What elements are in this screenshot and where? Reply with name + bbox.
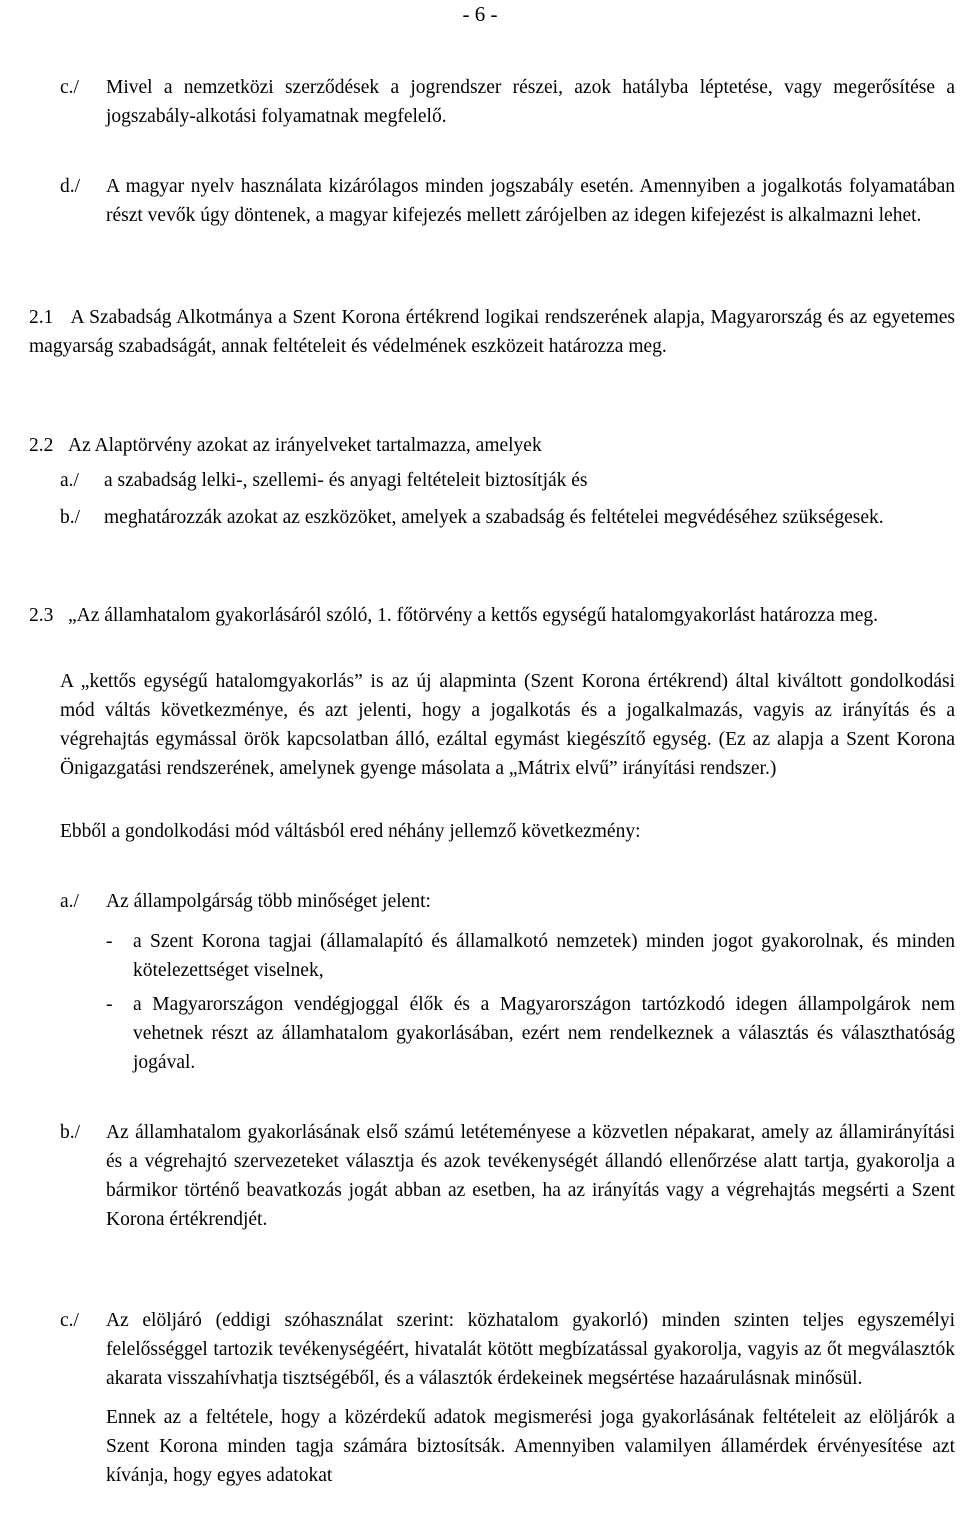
bullet-dash: - bbox=[106, 994, 113, 1015]
bullet-item bbox=[106, 927, 955, 985]
bullet-dash: - bbox=[106, 931, 113, 952]
consequence-b bbox=[60, 1118, 955, 1234]
section-2-3 bbox=[29, 601, 955, 630]
list-text: Az elöljáró (eddigi szóhasználat szerint: közhatalom gyakorló) minden szinten teljes egyszemélyi felelősséggel tartozik tevékenységéért, hivatalát kötött megbízatással gyakorolja, vagyis az őt megválasztók akarata visszahívhatja tisztségéből, és a választók érdekeinek megsértése hazaárulásnak minősül. bbox=[106, 1310, 955, 1389]
consequence-body bbox=[106, 887, 955, 1077]
list-label: a./ bbox=[60, 470, 79, 491]
section-2-2-item-a bbox=[60, 466, 955, 495]
section-body: „Az államhatalom gyakorlásáról szóló, 1. főtörvény a kettős egységű hatalomgyakorlást határozza meg. bbox=[68, 605, 879, 626]
section-2-2 bbox=[29, 431, 955, 460]
list-text: a szabadság lelki-, szellemi- és anyagi feltételeit biztosítják és bbox=[104, 470, 588, 491]
bullet-item bbox=[106, 990, 955, 1077]
list-text: Mivel a nemzetközi szerződések a jogrendszer részei, azok hatályba léptetése, vagy megerősítése a jogszabály-alkotási folyamatnak megfelelő. bbox=[106, 77, 955, 127]
section-2-1 bbox=[29, 303, 955, 361]
list-label: b./ bbox=[60, 507, 81, 528]
consequence-body bbox=[106, 1306, 955, 1490]
bullet-text: a Szent Korona tagjai (államalapító és államalkotó nemzetek) minden jogot gyakorolnak, és minden kötelezettséget viselnek, bbox=[133, 931, 955, 981]
paragraph-text: Ennek az a feltétele, hogy a közérdekű adatok megismerési joga gyakorlásának feltételeit az elöljárók a Szent Korona minden tagja számára biztosítsák. Amennyiben valamilyen államérdek érvényesítése azt kívánja, hogy egyes adatokat bbox=[106, 1407, 955, 1486]
list-item-d bbox=[60, 172, 955, 230]
section-text bbox=[29, 601, 955, 630]
section-body: A Szabadság Alkotmánya a Szent Korona értékrend logikai rendszerének alapja, Magyarország és az egyetemes magyarság szabadságát, annak feltételeit és védelmének eszközeit határozza meg. bbox=[29, 307, 956, 357]
consequence-c bbox=[60, 1306, 955, 1490]
list-label: c./ bbox=[60, 1310, 79, 1331]
section-number: 2.2 bbox=[29, 435, 54, 456]
list-label: a./ bbox=[60, 891, 79, 912]
paragraph-text: A „kettős egységű hatalomgyakorlás” is az új alapminta (Szent Korona értékrend) által kiváltott gondolkodási mód váltás következménye, és azt jelenti, hogy a jogalkotás és a jogalkalmazás, vagyis az irányítás és a végrehajtás egymással örök kapcsolatban álló, ezáltal egymást kiegészítő egység. (Ez az alapja a Szent Korona Önigazgatási rendszerének, amelynek gyenge másolata a „Mátrix elvű” irányítási rendszer.) bbox=[60, 671, 955, 779]
section-number: 2.1 bbox=[29, 307, 54, 328]
section-2-3-lead-in bbox=[60, 817, 955, 846]
section-2-2-item-b bbox=[60, 503, 955, 532]
list-text: meghatározzák azokat az eszközöket, amelyek a szabadság és feltételei megvédéséhez szükségesek. bbox=[104, 507, 884, 528]
list-text: A magyar nyelv használata kizárólagos minden jogszabály esetén. Amennyiben a jogalkotás folyamatában részt vevők úgy döntenek, a magyar kifejezés mellett zárójelben az idegen kifejezést is alkalmazni lehet. bbox=[106, 176, 955, 226]
section-number: 2.3 bbox=[29, 605, 54, 626]
list-label: d./ bbox=[60, 176, 81, 197]
paragraph-text: Ebből a gondolkodási mód váltásból ered néhány jellemző következmény: bbox=[60, 821, 641, 842]
section-2-3-paragraph bbox=[60, 667, 955, 783]
section-text bbox=[29, 303, 955, 361]
bullet-text: a Magyarországon vendégjoggal élők és a Magyarországon tartózkodó idegen állampolgárok nem vehetnek részt az államhatalom gyakorlásában, ezért nem rendelkeznek a választás és választhatóság jogával. bbox=[133, 994, 955, 1073]
list-text: Az államhatalom gyakorlásának első számú letéteményese a közvetlen népakarat, amely az államirányítási és a végrehajtó szervezeteket választja és azok tevékenységét állandó ellenőrzése alatt tartja, gyakorolja a bármikor történő beavatkozás jogát abban az esetben, ha az irányítás vagy a végrehajtás megsérti a Szent Korona értékrendjét. bbox=[106, 1122, 955, 1230]
consequence-a bbox=[60, 887, 955, 1077]
list-label: b./ bbox=[60, 1122, 81, 1143]
page-number: - 6 - bbox=[462, 2, 498, 26]
section-text bbox=[29, 431, 955, 460]
list-item-c bbox=[60, 73, 955, 131]
list-text: Az állampolgárság több minőséget jelent: bbox=[106, 891, 431, 912]
list-label: c./ bbox=[60, 77, 79, 98]
section-body: Az Alaptörvény azokat az irányelveket tartalmazza, amelyek bbox=[68, 435, 542, 456]
